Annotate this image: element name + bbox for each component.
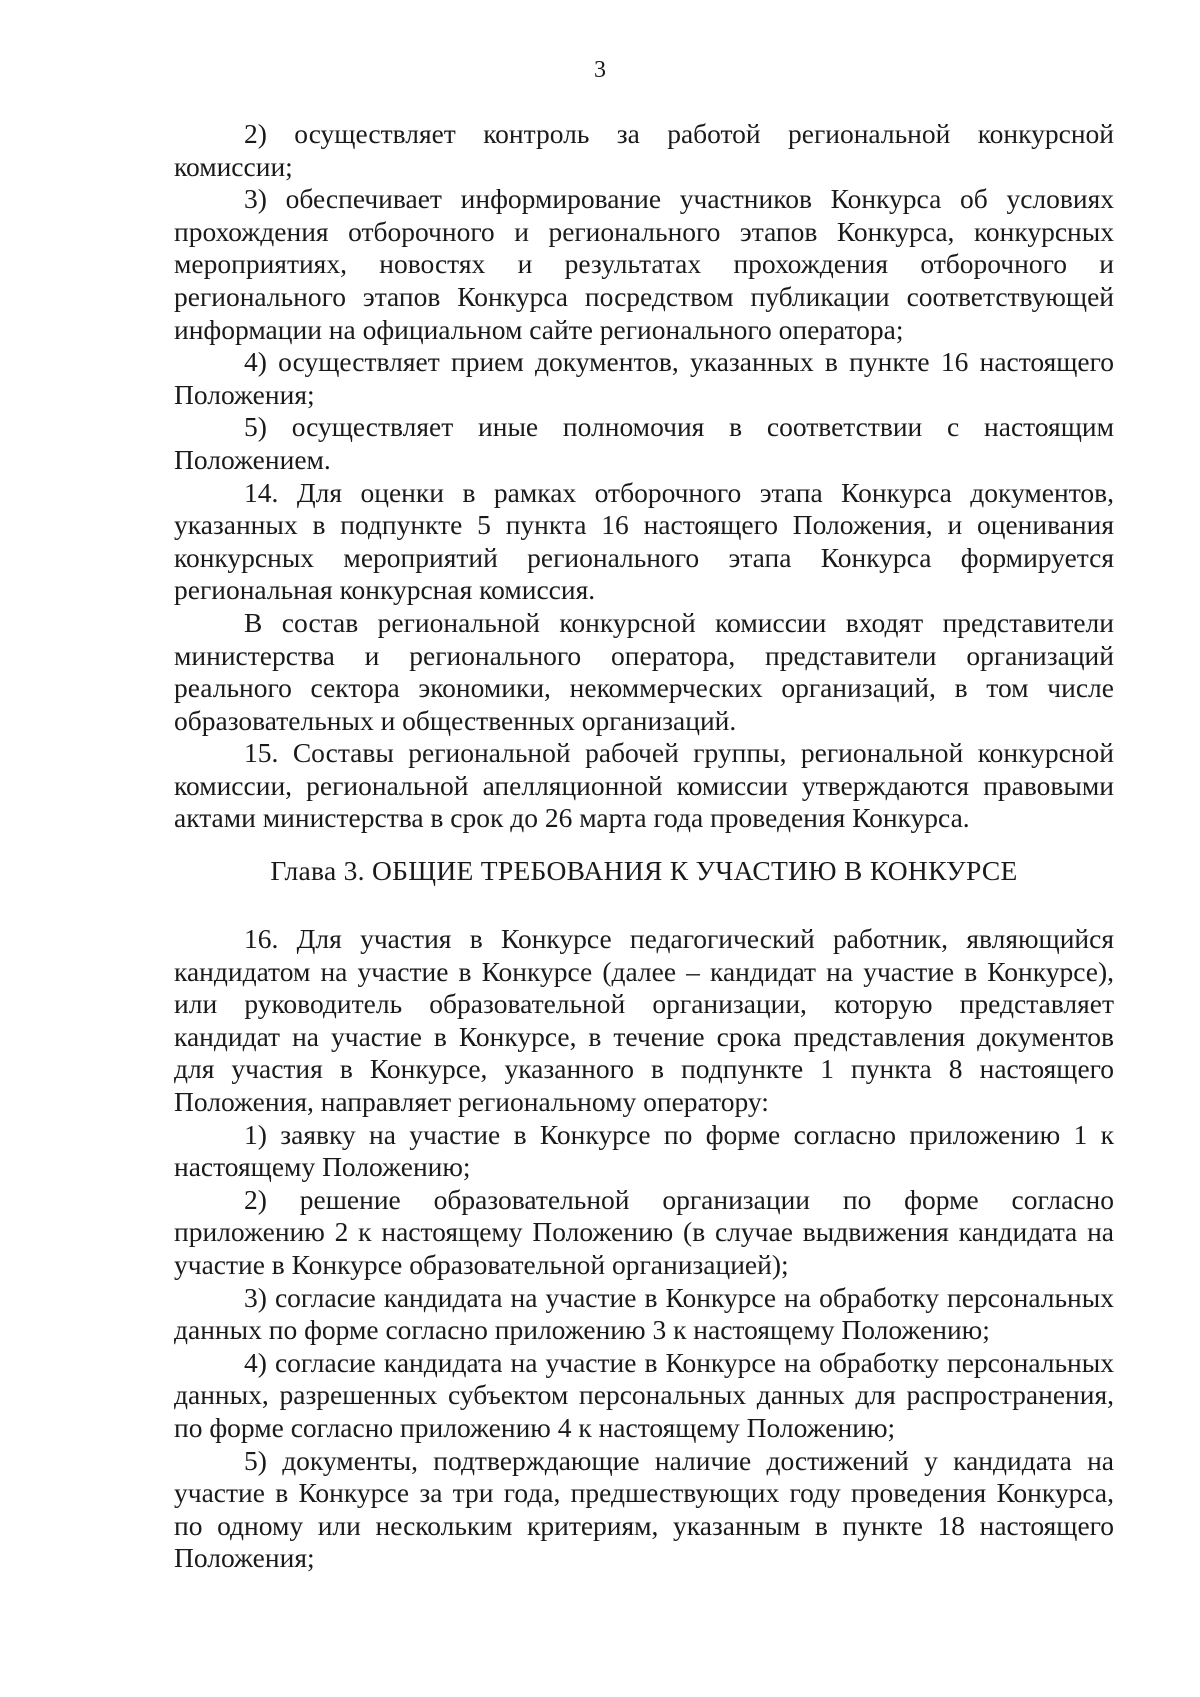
paragraph: 4) согласие кандидата на участие в Конкурсе на обработку персональных данных, разрешенных субъектом персональных данных для распространения, по форме согласно приложению 4 к настоящему Положению; bbox=[174, 1346, 1114, 1443]
paragraph: 5) осуществляет иные полномочия в соответствии с настоящим Положением. bbox=[174, 411, 1114, 475]
chapter-heading: Глава 3. ОБЩИЕ ТРЕБОВАНИЯ К УЧАСТИЮ В КОНКУРСЕ bbox=[270, 855, 1018, 887]
paragraph: 4) осуществляет прием документов, указанных в пункте 16 настоящего Положения; bbox=[174, 346, 1114, 410]
paragraph: 3) обеспечивает информирование участников Конкурса об условиях прохождения отборочного и регионального этапов Конкурса, конкурсных мероприятиях, новостях и результатах прохождения отборочного и регионального этапов Конкурса посредством публикации соответствующей информации на официальном сайте регионального оператора; bbox=[174, 183, 1114, 345]
page-number: 3 bbox=[594, 57, 606, 83]
paragraph: 14. Для оценки в рамках отборочного этапа Конкурса документов, указанных в подпункте 5 пункта 16 настоящего Положения, и оценивания конкурсных мероприятий регионального этапа Конкурса формируется региональная конкурсная комиссия. bbox=[174, 476, 1114, 606]
document-body bbox=[174, 118, 1114, 1575]
paragraph: 1) заявку на участие в Конкурсе по форме согласно приложению 1 к настоящему Положению; bbox=[174, 1118, 1114, 1183]
paragraph: В состав региональной конкурсной комиссии входят представители министерства и регионального оператора, представители организаций реального сектора экономики, некоммерческих организаций, в том числе образовательных и общественных организаций. bbox=[174, 606, 1114, 736]
paragraph: 16. Для участия в Конкурсе педагогический работник, являющийся кандидатом на участие в Конкурсе (далее – кандидат на участие в Конкурсе), или руководитель образовательной организации, которую представляет кандидат на участие в Конкурсе, в течение срока представления документов для участия в Конкурсе, указанного в подпункте 1 пункта 8 настоящего Положения, направляет региональному оператору: bbox=[174, 923, 1114, 1118]
paragraph: 15. Составы региональной рабочей группы, региональной конкурсной комиссии, региональной апелляционной комиссии утверждаются правовыми актами министерства в срок до 26 марта года проведения Конкурса. bbox=[174, 737, 1114, 834]
paragraph: 2) решение образовательной организации по форме согласно приложению 2 к настоящему Положению (в случае выдвижения кандидата на участие в Конкурсе образовательной организацией); bbox=[174, 1183, 1114, 1280]
paragraph: 2) осуществляет контроль за работой региональной конкурсной комиссии; bbox=[174, 118, 1114, 182]
paragraph: 5) документы, подтверждающие наличие достижений у кандидата на участие в Конкурсе за три года, предшествующих году проведения Конкурса, по одному или нескольким критериям, указанным в пункте 18 настоящего Положения; bbox=[174, 1444, 1114, 1574]
paragraph: 3) согласие кандидата на участие в Конкурсе на обработку персональных данных по форме согласно приложению 3 к настоящему Положению; bbox=[174, 1281, 1114, 1346]
